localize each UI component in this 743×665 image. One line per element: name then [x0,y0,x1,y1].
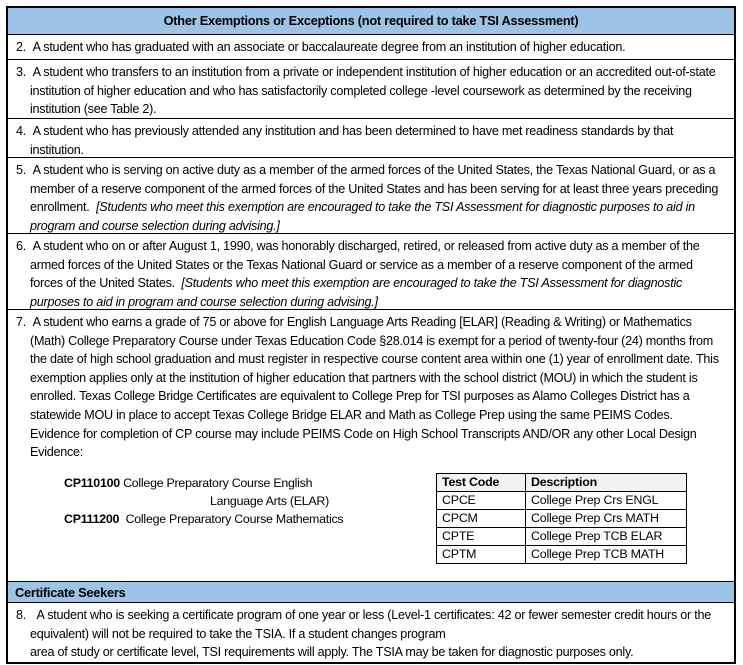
item-text: A student who earns a grade of 75 or above for English Language Arts Reading [ELAR] (Reading & Writing) or Mathematics (Math) College Preparatory Course under Texas Education Code §28.014 is exempt for a period of twenty-four (24) months from the date of high school graduation and must register in respective course content area within one (1) year of enrollment date. This exemption applies only at the institution of higher education that partners with the school district (MOU) in which the student is enrolled. Texas College Bridge Certificates are equivalent to College Prep for TSI purposes as Alamo Colleges District has a statewide MOU in place to accept Texas College Bridge ELAR and Math as College Prep using the same PEIMS Codes. [30,315,719,422]
column-header-description: Description [526,474,687,492]
table-row [437,528,687,546]
test-code-table [436,473,687,564]
peims-desc-continued: Language Arts (ELAR) [210,494,329,508]
item-number: 7. [16,315,27,329]
table-row [437,492,687,510]
item-note: [Students who meet this exemption are encouraged to take the TSI Assessment for diagnostic purposes to aid in program and course selection during advising.] [30,276,683,309]
exemption-item-7 [8,309,734,581]
column-header-test-code: Test Code [437,474,526,492]
table-row [437,510,687,528]
evidence-text: Evidence for completion of CP course may include PEIMS Code on High School Transcripts AND/OR any other Local Design Evidence: [30,426,697,460]
item-number: 2. [16,40,27,54]
test-code-header-row [437,474,687,492]
item-number: 8. [16,608,27,622]
peims-desc: College Preparatory Course Mathematics [125,512,344,526]
exemptions-table [6,6,736,664]
peims-code: CP110100 [64,476,120,490]
description-cell: College Prep TCB ELAR [526,528,687,546]
item-text: A student who has previously attended any institution and has been determined to have met readiness standards by that institution. [30,124,674,157]
item-number: 3. [16,65,27,79]
item-text: A student who on or after August 1, 1990, was honorably discharged, retired, or released from active duty as a member of the armed forces of the United States or the Texas National Guard or service as a member of a reserve component of the armed forces of the United States. [30,239,700,291]
item-number: 6. [16,239,27,253]
item-text-line2: area of study or certificate level, TSI requirements will apply. The TSIA may be taken for diagnostic purposes only. [30,645,634,660]
item-number: 4. [16,124,27,138]
test-code-cell: CPTE [437,528,526,546]
test-code-cell: CPTM [437,546,526,564]
peims-code-row [64,474,343,492]
peims-code-row [64,510,343,528]
item-number: 5. [16,163,27,177]
exemption-item-2 [8,34,734,59]
test-code-cell: CPCM [437,510,526,528]
exemption-item-5 [8,157,734,233]
description-cell: College Prep Crs MATH [526,510,687,528]
item-text: A student who has graduated with an associate or baccalaureate degree from an institution of higher education. [32,40,626,54]
test-code-cell: CPCE [437,492,526,510]
item-text: A student who transfers to an institution from a private or independent institution of higher education or an accredited out-of-state institution of higher education and who has satisfactorily completed college -level coursework as determined by the receiving institution (see Table 2). [30,65,716,117]
item-text-line1: A student who is seeking a certificate program of one year or less (Level-1 certificates: 42 or fewer semester credit hours or the equivalent) will not be required to take the TSIA. If a student changes program [30,608,711,641]
section-header: Other Exemptions or Exceptions (not required to take TSI Assessment) [8,8,734,34]
item-text: A student who is serving on active duty as a member of the armed forces of the United States, the Texas National Guard, or as a member of a reserve component of the armed forces of the United States and has been serving for at least three years preceding enrollment. [30,163,719,215]
certificate-seekers-header: Certificate Seekers [8,581,734,602]
exemption-item-3 [8,59,734,118]
description-cell: College Prep Crs ENGL [526,492,687,510]
item-note: [Students who meet this exemption are encouraged to take the TSI Assessment for diagnostic purposes to aid in program and course selection during advising.] [30,200,695,233]
peims-desc: College Preparatory Course English [123,476,313,490]
exemption-item-6 [8,233,734,309]
peims-code: CP111200 [64,512,120,526]
exemption-item-8 [8,602,734,662]
description-cell: College Prep TCB MATH [526,546,687,564]
exemption-item-4 [8,118,734,157]
peims-code-list [64,474,343,528]
table-row [437,546,687,564]
